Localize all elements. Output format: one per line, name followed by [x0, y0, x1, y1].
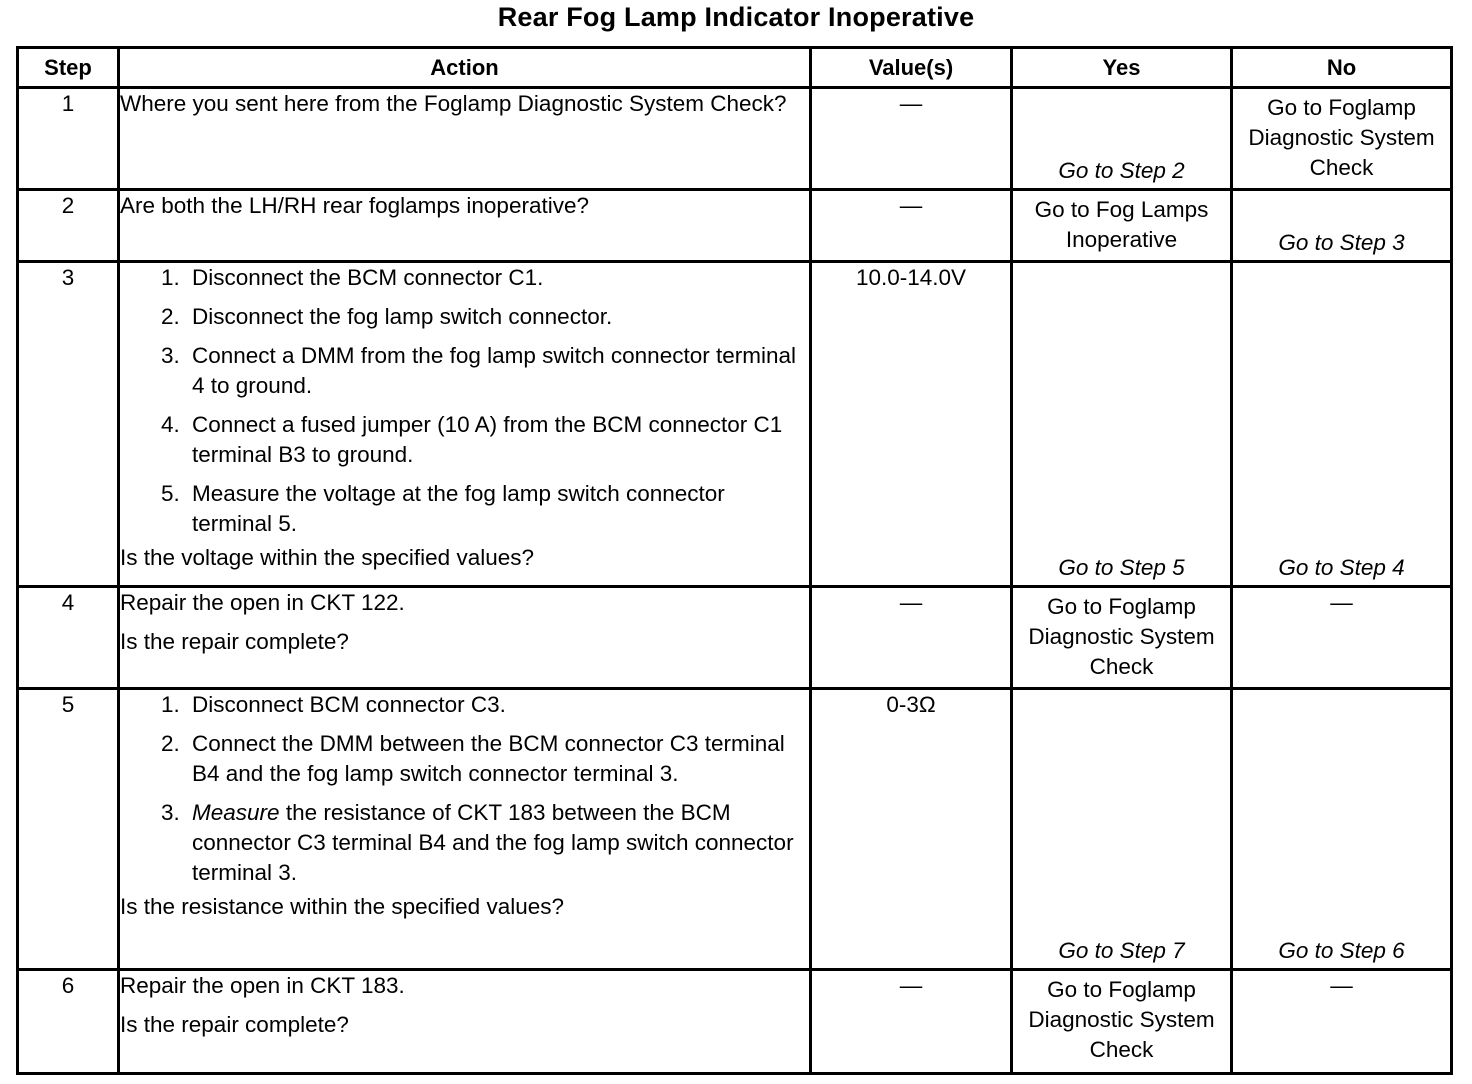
- action-question: Is the repair complete?: [120, 629, 349, 654]
- value-cell: —: [811, 587, 1012, 689]
- step-number: 4: [18, 587, 119, 689]
- yes-result: Go to Step 5: [1058, 555, 1185, 580]
- page-title: Rear Fog Lamp Indicator Inoperative: [497, 2, 975, 32]
- value-cell: —: [811, 88, 1012, 190]
- substep: 2. Connect the DMM between the BCM connector C3 terminal B4 and the fog lamp switch connector terminal 3.: [186, 729, 809, 789]
- action-cell: [119, 970, 811, 1074]
- substep-text: the resistance of CKT 183 between the BCM connector C3 terminal B4 and the fog lamp switch connector terminal 3.: [192, 800, 794, 885]
- table-row: [18, 88, 1452, 190]
- substep: [186, 798, 809, 888]
- substep-emphasis: Measure: [192, 800, 280, 825]
- action-line: Repair the open in CKT 122.: [120, 590, 405, 615]
- table-row: [18, 262, 1452, 587]
- value-cell: —: [811, 970, 1012, 1074]
- step-number: 2: [18, 190, 119, 262]
- no-result: Go to Step 4: [1278, 555, 1405, 580]
- table-header-row: [18, 48, 1452, 88]
- no-cell: [1232, 190, 1452, 262]
- step-number: 6: [18, 970, 119, 1074]
- no-cell: —: [1232, 587, 1452, 689]
- substep: 2. Disconnect the fog lamp switch connector.: [186, 302, 809, 332]
- action-question: Is the repair complete?: [120, 1012, 349, 1037]
- action-line: Repair the open in CKT 183.: [120, 973, 405, 998]
- substep-list: [120, 690, 809, 888]
- no-cell: [1232, 262, 1452, 587]
- step-number: 3: [18, 262, 119, 587]
- table-row: [18, 689, 1452, 970]
- substep: 5. Measure the voltage at the fog lamp switch connector terminal 5.: [186, 479, 809, 539]
- header-action: Action: [119, 48, 811, 88]
- yes-result: Go to Foglamp Diagnostic System Check: [1028, 594, 1215, 679]
- yes-cell: [1012, 970, 1232, 1074]
- no-cell: [1232, 689, 1452, 970]
- yes-cell: [1012, 587, 1232, 689]
- action-question: Are both the LH/RH rear foglamps inoperative?: [120, 193, 589, 218]
- value-cell: —: [811, 190, 1012, 262]
- action-cell: [119, 587, 811, 689]
- value-cell: 0-3Ω: [811, 689, 1012, 970]
- value-cell: 10.0-14.0V: [811, 262, 1012, 587]
- action-cell: [119, 88, 811, 190]
- diagnostic-table: [16, 46, 1453, 1075]
- action-cell: [119, 689, 811, 970]
- no-result: Go to Step 6: [1278, 938, 1405, 963]
- no-cell: [1232, 88, 1452, 190]
- action-question: Is the voltage within the specified values?: [120, 545, 534, 570]
- action-cell: [119, 262, 811, 587]
- header-values: Value(s): [811, 48, 1012, 88]
- no-cell: —: [1232, 970, 1452, 1074]
- substep: 3. Connect a DMM from the fog lamp switch connector terminal 4 to ground.: [186, 341, 809, 401]
- step-number: 1: [18, 88, 119, 190]
- yes-result: Go to Step 7: [1058, 938, 1185, 963]
- table-row: [18, 190, 1452, 262]
- header-yes: Yes: [1012, 48, 1232, 88]
- step-number: 5: [18, 689, 119, 970]
- substep: 4. Connect a fused jumper (10 A) from the BCM connector C1 terminal B3 to ground.: [186, 410, 809, 470]
- substep: 1. Disconnect the BCM connector C1.: [186, 263, 809, 293]
- yes-result: Go to Fog Lamps Inoperative: [1034, 197, 1209, 252]
- yes-cell: [1012, 88, 1232, 190]
- substep-list: [120, 263, 809, 539]
- action-cell: [119, 190, 811, 262]
- action-question: Is the resistance within the specified values?: [120, 894, 564, 919]
- header-no: No: [1232, 48, 1452, 88]
- yes-result: Go to Step 2: [1058, 158, 1185, 183]
- yes-cell: [1012, 689, 1232, 970]
- yes-result: Go to Foglamp Diagnostic System Check: [1028, 977, 1215, 1062]
- substep: 1. Disconnect BCM connector C3.: [186, 690, 809, 720]
- no-result: Go to Foglamp Diagnostic System Check: [1248, 95, 1435, 180]
- yes-cell: [1012, 262, 1232, 587]
- table-row: [18, 587, 1452, 689]
- header-step: Step: [18, 48, 119, 88]
- action-question: Where you sent here from the Foglamp Diagnostic System Check?: [120, 91, 787, 116]
- table-row: [18, 970, 1452, 1074]
- no-result: Go to Step 3: [1278, 230, 1405, 255]
- yes-cell: [1012, 190, 1232, 262]
